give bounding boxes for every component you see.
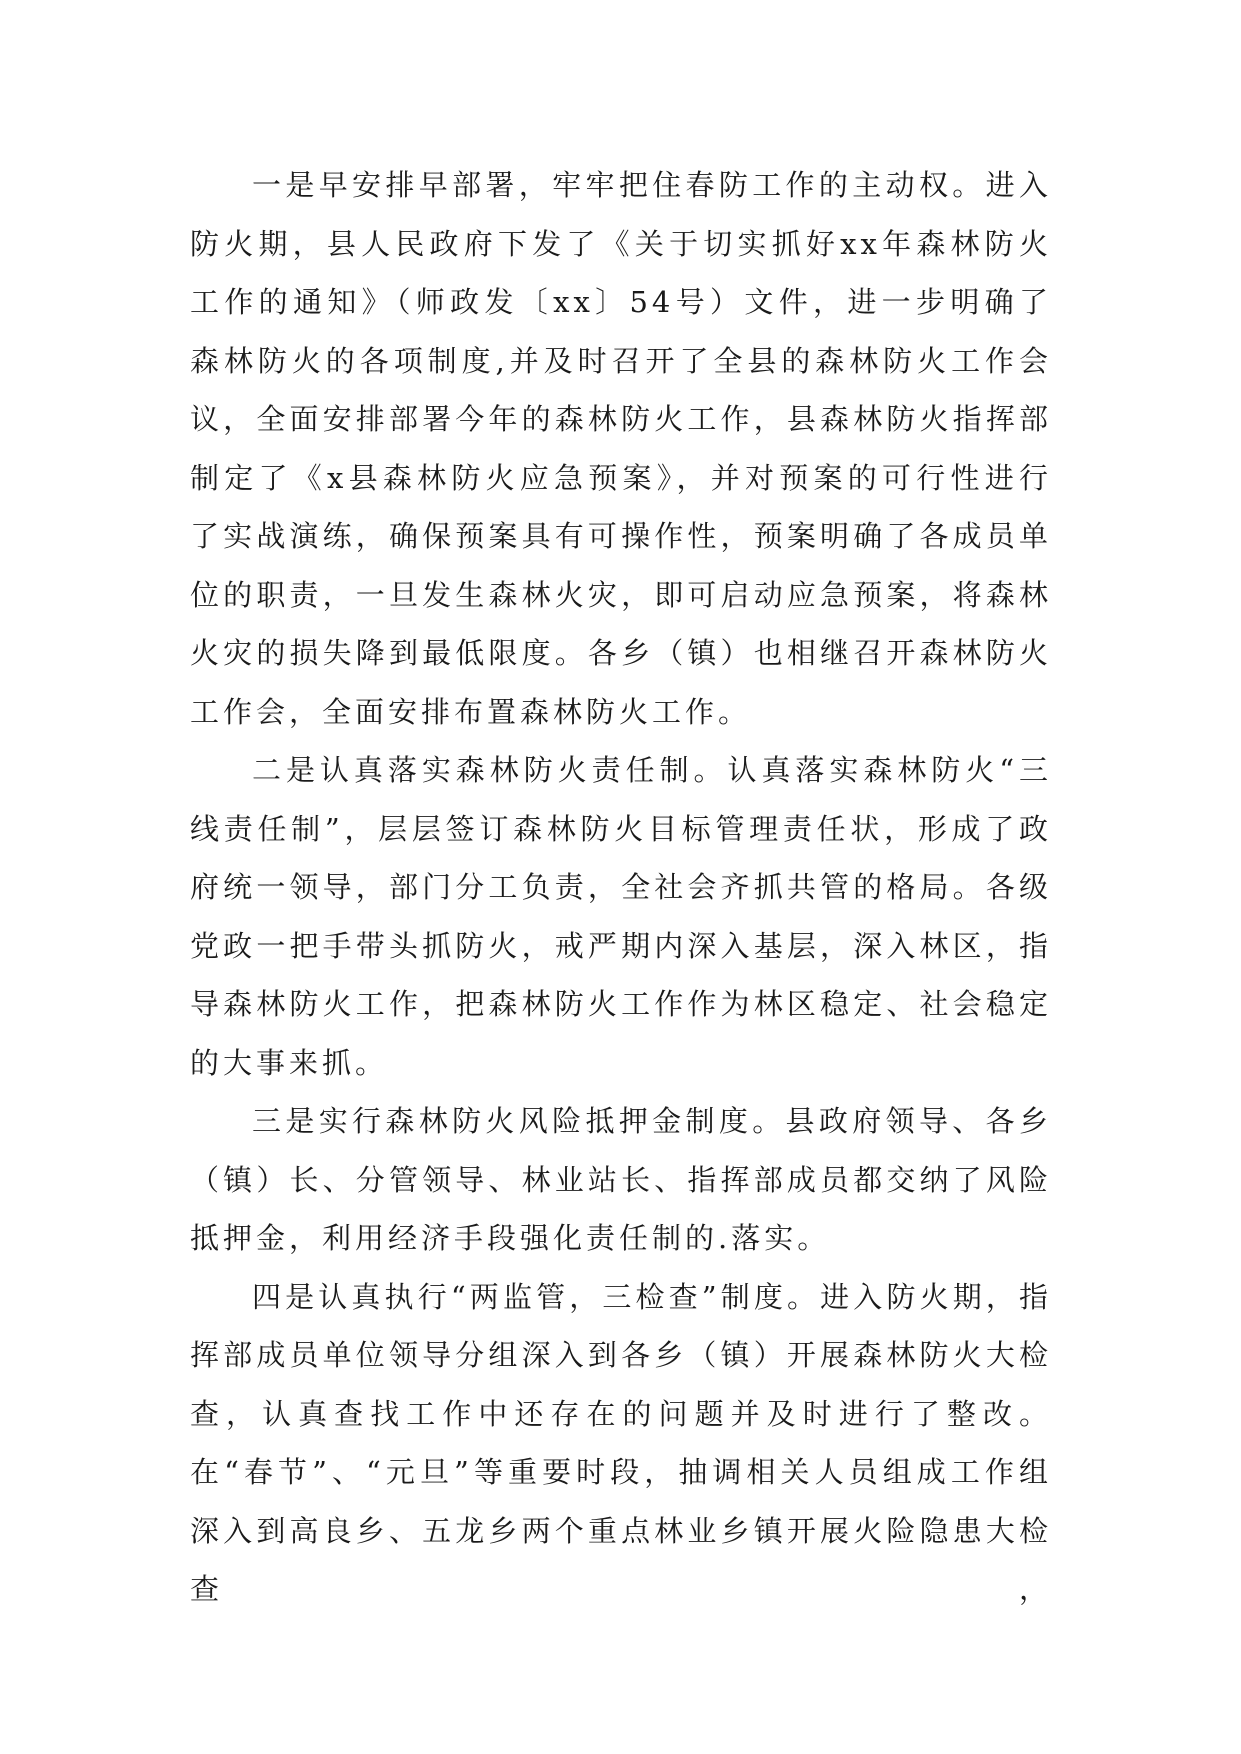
paragraph-early-deployment: 一是早安排早部署，牢牢把住春防工作的主动权。进入防火期，县人民政府下发了《关于切实抓好xx年森林防火工作的通知》（师政发〔xx〕54号）文件，进一步明确了森林防火的各项制度,并及时召开了全县的森林防火工作会议，全面安排部署今年的森林防火工作，县森林防火指挥部制定了《x县森林防火应急预案》，并对预案的可行性进行了实战演练，确保预案具有可操作性，预案明确了各成员单位的职责，一旦发生森林火灾，即可启动应急预案，将森林火灾的损失降到最低限度。各乡（镇）也相继召开森林防火工作会，全面安排布置森林防火工作。 [190, 168, 1052, 729]
paragraph-supervision-inspection: 四是认真执行“两监管，三检查”制度。进入防火期，指挥部成员单位领导分组深入到各乡（镇）开展森林防火大检查，认真查找工作中还存在的问题并及时进行了整改。在“春节”、“元旦”等重要时段，抽调相关人员组成工作组深入到高良乡、五龙乡两个重点林业乡镇开展火险隐患大检查， [190, 1279, 1052, 1606]
paragraph-responsibility-system: 二是认真落实森林防火责任制。认真落实森林防火“三线责任制”，层层签订森林防火目标管理责任状，形成了政府统一领导，部门分工负责，全社会齐抓共管的格局。各级党政一把手带头抓防火，戒严期内深入基层，深入林区，指导森林防火工作，把森林防火工作作为林区稳定、社会稳定的大事来抓。 [190, 753, 1052, 1080]
document-body [190, 156, 1052, 1619]
paragraph-risk-deposit: 三是实行森林防火风险抵押金制度。县政府领导、各乡（镇）长、分管领导、林业站长、指挥部成员都交纳了风险抵押金，利用经济手段强化责任制的.落实。 [190, 1104, 1052, 1255]
